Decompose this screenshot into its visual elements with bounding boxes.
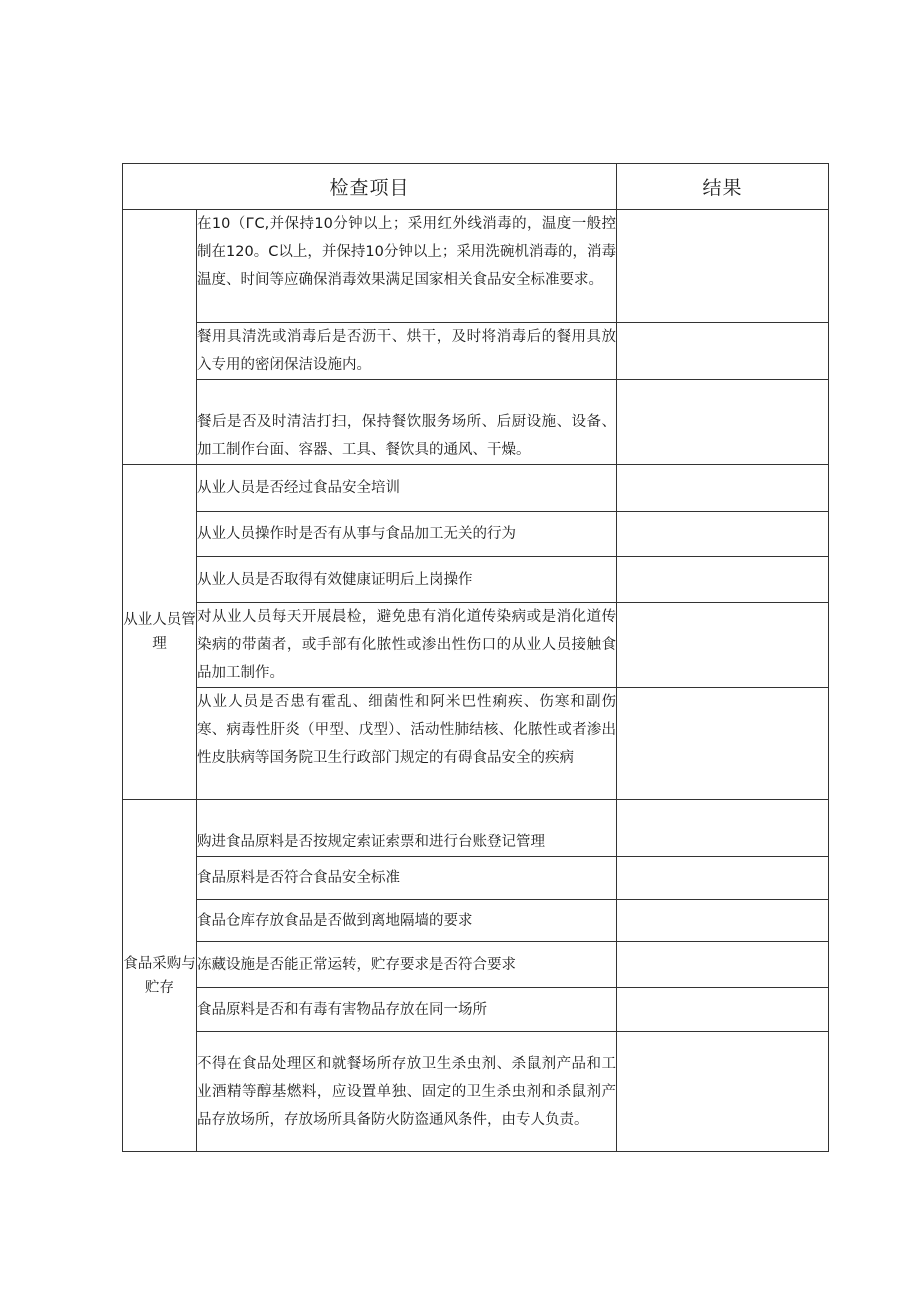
table-row (123, 603, 829, 688)
inspection-item: 食品原料是否符合食品安全标准 (197, 857, 617, 900)
inspection-item: 从业人员是否取得有效健康证明后上岗操作 (197, 557, 617, 603)
inspection-item: 从业人员是否经过食品安全培训 (197, 465, 617, 512)
result-cell[interactable] (617, 857, 829, 900)
inspection-item: 餐用具清洗或消毒后是否沥干、烘干，及时将消毒后的餐用具放入专用的密闭保洁设施内。 (197, 323, 617, 380)
table-row (123, 465, 829, 512)
inspection-item: 食品仓库存放食品是否做到离地隔墙的要求 (197, 900, 617, 942)
inspection-item: 冻藏设施是否能正常运转，贮存要求是否符合要求 (197, 942, 617, 988)
table-row (123, 557, 829, 603)
table-row (123, 1032, 829, 1152)
table-row (123, 900, 829, 942)
result-cell[interactable] (617, 1032, 829, 1152)
table-row (123, 688, 829, 800)
inspection-item: 购进食品原料是否按规定索证索票和进行台账登记管理 (197, 800, 617, 857)
result-cell[interactable] (617, 942, 829, 988)
table-row (123, 942, 829, 988)
inspection-item-header: 检查项目 (123, 164, 617, 210)
result-cell[interactable] (617, 465, 829, 512)
inspection-item: 在10（ГС,并保持10分钟以上；采用红外线消毒的，温度一般控制在120。C以上，并保持10分钟以上；采用洗碗机消毒的，消毒温度、时间等应确保消毒效果满足国家相关食品安全标准要求。 (197, 210, 617, 323)
result-cell[interactable] (617, 900, 829, 942)
table-row (123, 380, 829, 465)
table-row (123, 988, 829, 1032)
table-header-row (123, 164, 829, 210)
result-cell[interactable] (617, 512, 829, 557)
result-cell[interactable] (617, 323, 829, 380)
result-cell[interactable] (617, 800, 829, 857)
result-cell[interactable] (617, 603, 829, 688)
result-cell[interactable] (617, 688, 829, 800)
inspection-item: 食品原料是否和有毒有害物品存放在同一场所 (197, 988, 617, 1032)
inspection-item: 不得在食品处理区和就餐场所存放卫生杀虫剂、杀鼠剂产品和工业酒精等醇基燃料，应设置单独、固定的卫生杀虫剂和杀鼠剂产品存放场所，存放场所具备防火防盗通风条件，由专人负责。 (197, 1032, 617, 1152)
inspection-item: 从业人员是否患有霍乱、细菌性和阿米巴性痢疾、伤寒和副伤寒、病毒性肝炎（甲型、戊型）、活动性肺结核、化脓性或者渗出性皮肤病等国务院卫生行政部门规定的有碍食品安全的疾病 (197, 688, 617, 800)
inspection-item: 从业人员操作时是否有从事与食品加工无关的行为 (197, 512, 617, 557)
result-cell[interactable] (617, 557, 829, 603)
result-cell[interactable] (617, 380, 829, 465)
result-cell[interactable] (617, 988, 829, 1032)
table-row (123, 512, 829, 557)
category-cell (123, 210, 197, 465)
inspection-item: 餐后是否及时清洁打扫，保持餐饮服务场所、后厨设施、设备、加工制作台面、容器、工具、餐饮具的通风、干燥。 (197, 380, 617, 465)
table-row (123, 800, 829, 857)
category-cell-staff-management: 从业人员管理 (123, 465, 197, 800)
table-row (123, 210, 829, 323)
result-cell[interactable] (617, 210, 829, 323)
category-cell-food-purchase-storage: 食品采购与贮存 (123, 800, 197, 1152)
inspection-checklist-table (122, 163, 829, 1152)
inspection-item: 对从业人员每天开展晨检，避免患有消化道传染病或是消化道传染病的带菌者，或手部有化脓性或渗出性伤口的从业人员接触食品加工制作。 (197, 603, 617, 688)
table-row (123, 857, 829, 900)
table-row (123, 323, 829, 380)
result-header: 结果 (617, 164, 829, 210)
